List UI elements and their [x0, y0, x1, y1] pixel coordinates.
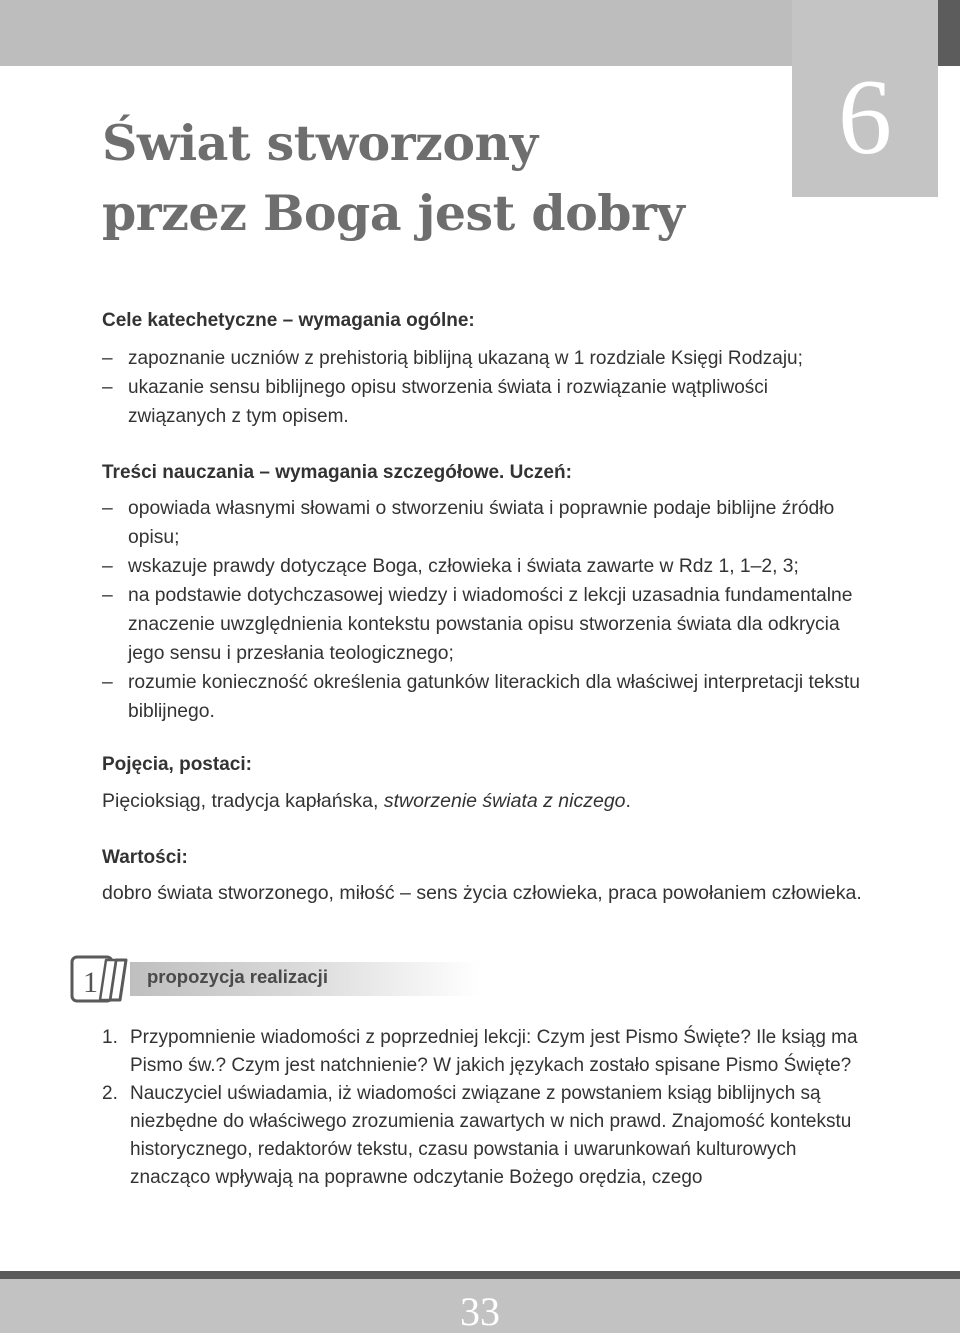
dash-marker: –: [102, 377, 113, 398]
detailed-requirements-list: [102, 494, 862, 726]
list-item: [102, 581, 862, 668]
concepts-italic: stworzenie świata z niczego: [383, 790, 626, 812]
chapter-number: 6: [838, 57, 892, 177]
values-heading: Wartości:: [102, 847, 188, 868]
concepts-text: [102, 787, 862, 816]
step-text: Przypomnienie wiadomości z poprzedniej lekcji: Czym jest Pismo Święte? Ile ksiąg ma Pismo św.? Czym jest natchnienie? W jakich językach zostało spisane Pismo Święte?: [130, 1027, 858, 1076]
chapter-title-line: przez Boga jest dobry: [102, 184, 685, 242]
dash-marker: –: [102, 556, 113, 577]
list-item: [102, 344, 862, 373]
dash-marker: –: [102, 585, 113, 606]
concepts-end: .: [625, 790, 631, 812]
list-item: [102, 494, 862, 552]
list-item-text: opowiada własnymi słowami o stworzeniu świata i poprawnie podaje biblijne źródło opisu;: [128, 498, 835, 548]
list-item: [102, 552, 862, 581]
dash-marker: –: [102, 498, 113, 519]
list-item-text: ukazanie sensu biblijnego opisu stworzenia świata i rozwiązanie wątpliwości związanych z tym opisem.: [128, 377, 768, 427]
values-text: dobro świata stworzonego, miłość – sens życia człowieka, praca powołaniem człowieka.: [102, 882, 862, 904]
list-item-text: wskazuje prawdy dotyczące Boga, człowieka i świata zawarte w Rdz 1, 1–2, 3;: [128, 556, 799, 577]
proposal-steps: [102, 1024, 862, 1192]
detailed-heading-suffix: Uczeń:: [509, 462, 572, 483]
page-number: 33: [460, 1289, 500, 1334]
detailed-heading-main: Treści nauczania – wymagania szczegółowe.: [102, 462, 505, 483]
list-item: [102, 668, 862, 726]
proposal-number: 1: [83, 966, 98, 999]
step-item: [102, 1080, 862, 1192]
chapter-title-line: Świat stworzony: [102, 114, 538, 172]
concepts-plain: Pięcioksiąg, tradycja kapłańska,: [102, 790, 384, 812]
list-item-text: zapoznanie uczniów z prehistorią biblijną ukazaną w 1 rozdziale Księgi Rodzaju;: [128, 348, 803, 369]
concepts-heading: Pojęcia, postaci:: [102, 754, 252, 775]
general-requirements-list: [102, 344, 862, 431]
step-number: 2.: [102, 1083, 118, 1104]
chapter-title: [102, 108, 684, 248]
detailed-requirements-heading: [102, 462, 572, 484]
list-item-text: na podstawie dotychczasowej wiedzy i wiadomości z lekcji uzasadnia fundamentalne znaczenie uwzględnienia kontekstu powstania opisu stworzenia świata dla odkrycia jego sensu i przesłania teologicznego;: [128, 585, 853, 664]
footer-line: [0, 1271, 960, 1279]
list-item-text: rozumie konieczność określenia gatunków literackich dla właściwej interpretacji tekstu biblijnego.: [128, 672, 860, 722]
step-number: 1.: [102, 1027, 118, 1048]
step-text: Nauczyciel uświadamia, iż wiadomości związane z powstaniem ksiąg biblijnych są niezbędne do właściwego zrozumienia zawartych w nich prawd. Znajomość kontekstu historycznego, redaktorów tekstu, czasu powstania i uwarunkowań kulturowych znacząco wpływają na poprawne odczytanie Bożego orędzia, czego: [130, 1083, 852, 1188]
dash-marker: –: [102, 348, 113, 369]
top-band-accent: [936, 0, 960, 66]
proposal-label: propozycja realizacji: [147, 966, 328, 987]
chapter-number-box: [792, 0, 938, 197]
general-requirements-heading: Cele katechetyczne – wymagania ogólne:: [102, 310, 475, 331]
step-item: [102, 1024, 862, 1080]
list-item: [102, 373, 862, 431]
dash-marker: –: [102, 672, 113, 693]
proposal-number-icon: [70, 954, 128, 1004]
